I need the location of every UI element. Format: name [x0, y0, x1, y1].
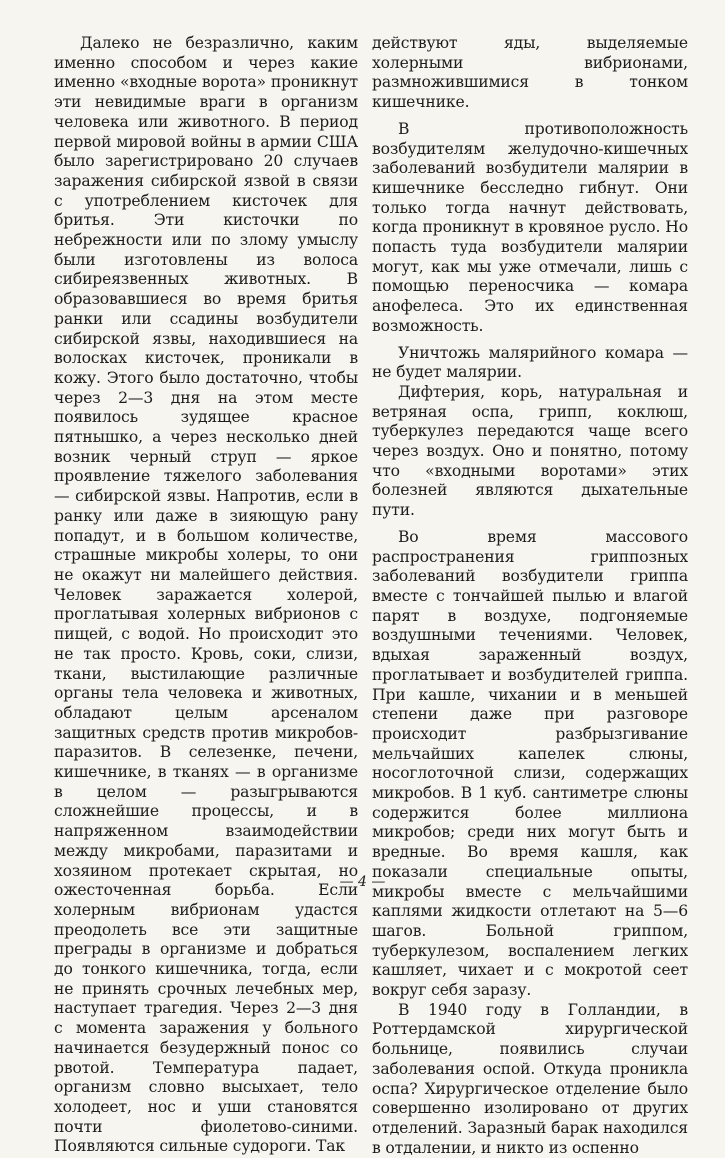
page-number: — 4 —: [339, 874, 386, 890]
paragraph: В 1940 году в Голландии, в Роттердамской хирургической больнице, появились случаи заболевания оспой. Откуда проникла оспа? Хирургическое отделение было совершенно изолировано от других отделений. Заразный барак находился в отдалении, и никто из оспенно: [372, 1000, 688, 1157]
paragraph: Уничтожь малярийного комара — не будет малярии.: [372, 343, 688, 382]
paragraph: Дифтерия, корь, натуральная и ветряная оспа, грипп, коклюш, туберкулез передаются чаще всего через воздух. Оно и понятно, потому что «входными воротами» этих болезней являются дыхательные пути.: [372, 382, 688, 520]
paragraph: Далеко не безразлично, каким именно способом и через какие именно «входные ворота» проникнут эти невидимые враги в организм человека или животного. В период первой мировой войны в армии США было зарегистрировано 20 случаев заражения сибирской язвой в связи с употреблением кисточек для бритья. Эти кисточки по небрежности или по злому умыслу были изготовлены из волоса сибиреязвенных животных. В образовавшиеся во время бритья ранки или ссадины возбудители сибирской язвы, находившиеся на волосках кисточек, проникали в кожу. Этого было достаточно, чтобы через 2—3 дня на этом месте появилось зудящее красное пятнышко, а через несколько дней возник черный струп — яркое проявление тяжелого заболевания — сибирской язвы. Напротив, если в ранку или даже в зияющую рану попадут, и в большом количестве, страшные микробы холеры, то они не окажут ни малейшего действия. Человек заражается холерой, проглатывая холерных вибрионов с пищей, с водой. Но происходит это не так просто. Кровь, соки, слизи, ткани, выстилающие различные органы тела человека и животных, обладают целым арсеналом защитных средств против микробов-паразитов. В селезенке, печени, кишечнике, в тканях — в организме в целом — разыгрываются сложнейшие процессы, и в напряженном взаимодействии между микробами, паразитами и хозяином протекает скрытая, но ожесточенная борьба. Если холерным вибрионам удастся преодолеть все эти защитные преграды в организме и добраться до тонкого кишечника, тогда, если не принять срочных лечебных мер, наступает трагедия. Через 2—3 дня с момента заражения у больного начинается безудержный понос со рвотой. Температура падает, организм словно высыхает, тело холодеет, нос и уши становятся почти фиолетово-синими. Появляются сильные судороги. Так: [54, 34, 358, 1156]
left-column: [54, 34, 358, 1157]
paragraph: Во время массового распространения гриппозных заболеваний возбудители гриппа вместе с тончайшей пылью и влагой парят в воздухе, подгоняемые воздушными течениями. Человек, вдыхая зараженный воздух, проглатывает и возбудителей гриппа. При кашле, чихании и в меньшей степени даже при разговоре происходит разбрызгивание мельчайших капелек слюны, носоглоточной слизи, содержащих микробов. В 1 куб. сантиметре слюны содержится более миллиона микробов; среди них могут быть и вредные. Во время кашля, как показали специальные опыты, микробы вместе с мельчайшими каплями жидкости отлетают на 5—6 шагов. Больной гриппом, туберкулезом, воспалением легких кашляет, чихает и с мокротой сеет вокруг себя заразу.: [372, 527, 688, 1000]
paragraph-continued: действуют яды, выделяемые холерными вибрионами, размножившимися в тонком кишечнике.: [372, 34, 688, 112]
right-column: [372, 34, 688, 1158]
paragraph: В противоположность возбудителям желудочно-кишечных заболеваний возбудители малярии в кишечнике бесследно гибнут. Они только тогда начнут действовать, когда проникнут в кровяное русло. Но попасть туда возбудители малярии могут, как мы уже отмечали, лишь с помощью переносчика — комара анофелеса. Это их единственная возможность.: [372, 119, 688, 335]
